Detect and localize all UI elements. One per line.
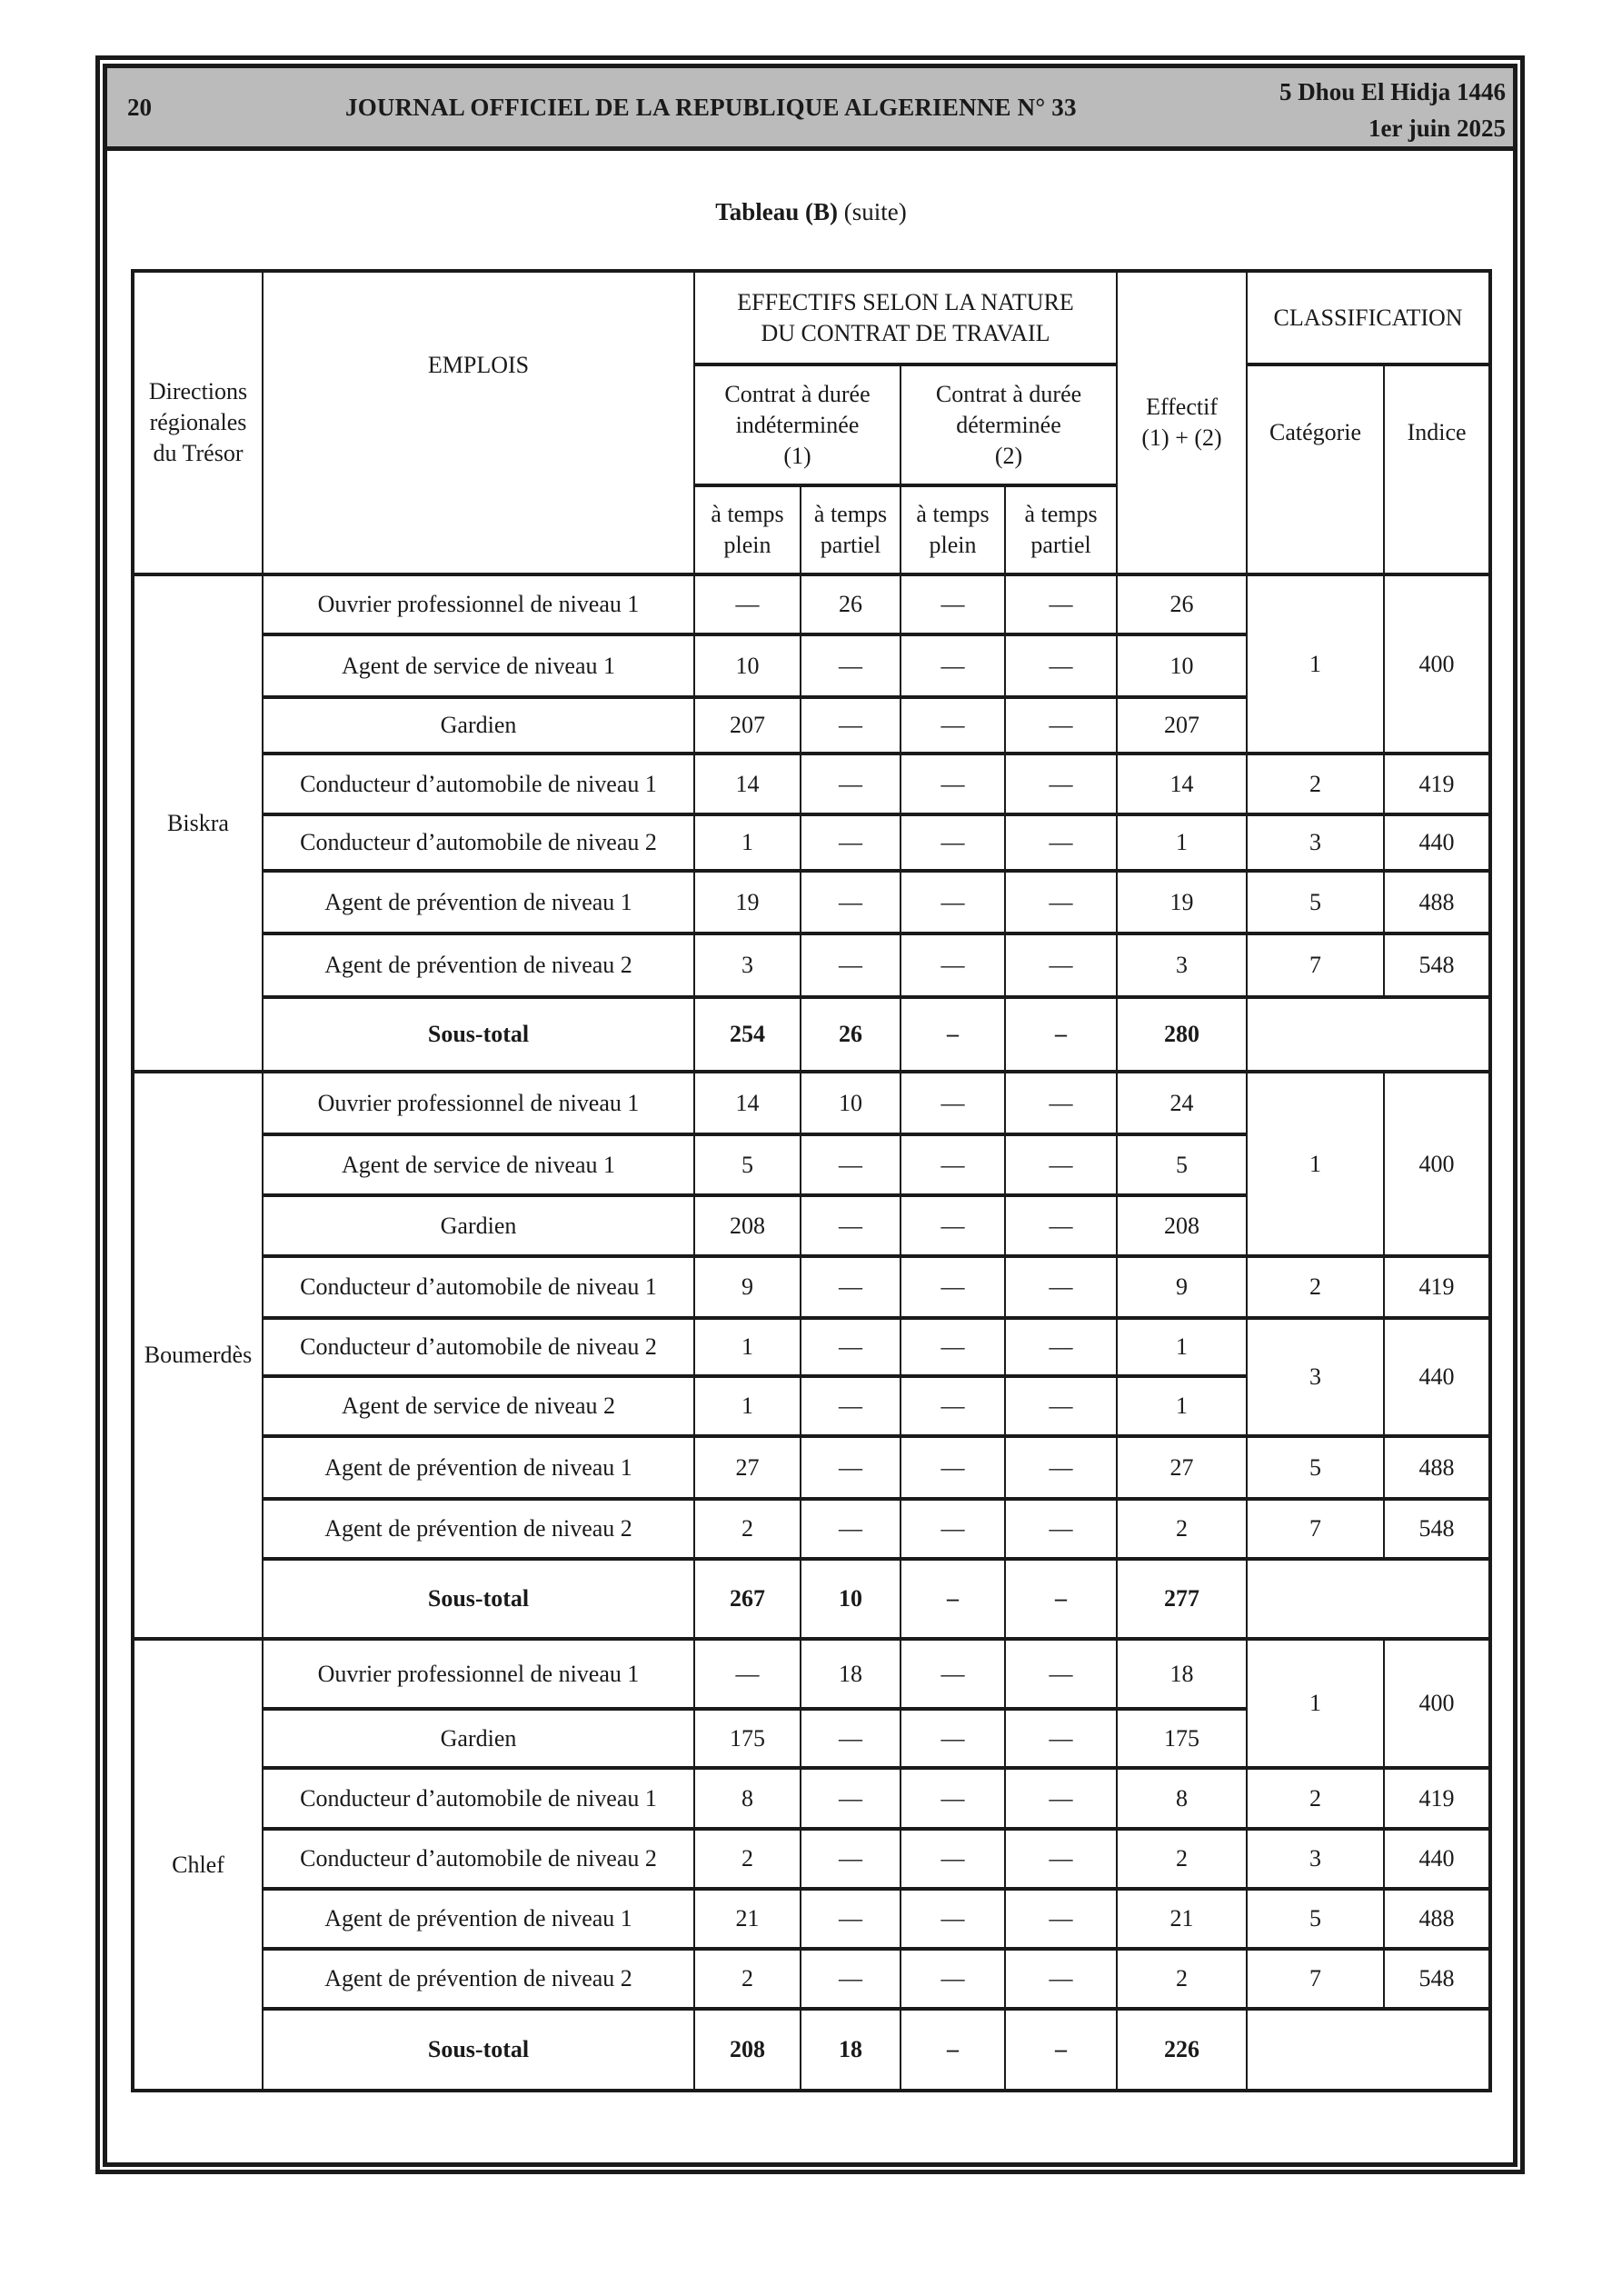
total-cell: 21 xyxy=(1117,1889,1247,1949)
cdd-plein-cell: — xyxy=(901,1949,1005,2009)
staffing-table xyxy=(131,269,1492,2092)
col-header-line: plein xyxy=(723,532,771,558)
cdi-plein-cell: 207 xyxy=(694,697,801,754)
cdd-partiel-cell: — xyxy=(1005,1436,1117,1499)
emploi-cell: Agent de prévention de niveau 1 xyxy=(263,871,694,933)
cdd-partiel-cell: — xyxy=(1005,574,1117,634)
table-row xyxy=(133,1768,1490,1829)
indice-cell: 419 xyxy=(1384,1256,1490,1318)
col-header-line: à temps xyxy=(711,501,784,527)
date-hijri: 5 Dhou El Hidja 1446 xyxy=(1279,78,1506,105)
cdd-plein-cell: — xyxy=(901,1768,1005,1829)
cdd-partiel-cell: — xyxy=(1005,1949,1117,2009)
col-header-effectif-line: (1) + (2) xyxy=(1141,424,1222,451)
cdi-partiel-cell: 26 xyxy=(801,574,901,634)
emploi-cell: Conducteur d’automobile de niveau 2 xyxy=(263,1318,694,1376)
cdi-partiel-cell: — xyxy=(801,1499,901,1559)
emploi-cell: Gardien xyxy=(263,697,694,754)
cdi-plein-cell: 19 xyxy=(694,871,801,933)
cdi-partiel-cell: — xyxy=(801,1256,901,1318)
cdd-partiel-cell: — xyxy=(1005,634,1117,697)
table-title-suffix: (suite) xyxy=(843,198,907,225)
cdi-partiel-cell: — xyxy=(801,1889,901,1949)
subtotal-total: 226 xyxy=(1117,2009,1247,2091)
col-header-classification: CLASSIFICATION xyxy=(1247,271,1490,364)
indice-cell: 548 xyxy=(1384,1499,1490,1559)
total-cell: 24 xyxy=(1117,1072,1247,1134)
cdd-plein-cell: — xyxy=(901,1709,1005,1768)
table-title xyxy=(0,198,1622,226)
cdd-plein-cell: — xyxy=(901,1318,1005,1376)
cdd-plein-cell: — xyxy=(901,574,1005,634)
cdd-partiel-cell: — xyxy=(1005,1499,1117,1559)
emploi-cell: Ouvrier professionnel de niveau 1 xyxy=(263,1072,694,1134)
cdd-plein-cell: — xyxy=(901,1639,1005,1709)
emploi-cell: Conducteur d’automobile de niveau 1 xyxy=(263,1256,694,1318)
col-header-cdi-line: indéterminée xyxy=(735,411,860,438)
table-title-main: Tableau (B) xyxy=(715,198,839,225)
cdd-partiel-cell: — xyxy=(1005,1072,1117,1134)
cdd-plein-cell: — xyxy=(901,933,1005,997)
cdi-partiel-cell: 10 xyxy=(801,1072,901,1134)
cdd-plein-cell: — xyxy=(901,1889,1005,1949)
table-row xyxy=(133,1949,1490,2009)
journal-title: JOURNAL OFFICIEL DE LA REPUBLIQUE ALGERIENNE N° 33 xyxy=(345,94,1077,121)
categorie-cell: 2 xyxy=(1247,1768,1384,1829)
cdi-plein-cell: 2 xyxy=(694,1949,801,2009)
col-header-effectifs-line: EFFECTIFS SELON LA NATURE xyxy=(737,288,1074,315)
cdi-partiel-cell: — xyxy=(801,933,901,997)
emploi-cell: Agent de service de niveau 1 xyxy=(263,634,694,697)
cdd-plein-cell: — xyxy=(901,634,1005,697)
table-row xyxy=(133,1436,1490,1499)
cdi-plein-cell: 8 xyxy=(694,1768,801,1829)
table-row xyxy=(133,1499,1490,1559)
cdi-plein-cell: 10 xyxy=(694,634,801,697)
cdd-partiel-cell: — xyxy=(1005,1639,1117,1709)
subtotal-cdd-partiel: – xyxy=(1005,2009,1117,2091)
col-header-line: à temps xyxy=(916,501,990,527)
subtotal-cdi-plein: 267 xyxy=(694,1559,801,1639)
total-cell: 18 xyxy=(1117,1639,1247,1709)
cdd-partiel-cell: — xyxy=(1005,1709,1117,1768)
col-header-directions xyxy=(133,271,263,574)
cdd-plein-cell: — xyxy=(901,1072,1005,1134)
emploi-cell: Agent de service de niveau 1 xyxy=(263,1134,694,1195)
categorie-cell: 1 xyxy=(1247,574,1384,754)
cdi-plein-cell: 21 xyxy=(694,1889,801,1949)
emploi-cell: Agent de service de niveau 2 xyxy=(263,1376,694,1436)
subtotal-label: Sous-total xyxy=(263,1559,694,1639)
col-header-effectifs-line: DU CONTRAT DE TRAVAIL xyxy=(761,319,1050,346)
indice-cell: 488 xyxy=(1384,871,1490,933)
cdd-plein-cell: — xyxy=(901,1256,1005,1318)
cdi-plein-cell: 2 xyxy=(694,1829,801,1889)
col-header-indice: Indice xyxy=(1384,364,1490,574)
subtotal-cdd-plein: – xyxy=(901,997,1005,1072)
cdi-plein-cell: — xyxy=(694,1639,801,1709)
col-header-line: à temps xyxy=(1024,501,1098,527)
subtotal-cdd-partiel: – xyxy=(1005,997,1117,1072)
cdd-partiel-cell: — xyxy=(1005,1829,1117,1889)
table-row xyxy=(133,1889,1490,1949)
subtotal-cdi-plein: 208 xyxy=(694,2009,801,2091)
cdi-plein-cell: 1 xyxy=(694,814,801,871)
categorie-cell: 7 xyxy=(1247,1499,1384,1559)
table-row xyxy=(133,1318,1490,1376)
region-name: Biskra xyxy=(133,574,263,1072)
cdi-plein-cell: 2 xyxy=(694,1499,801,1559)
categorie-cell: 3 xyxy=(1247,814,1384,871)
cdi-partiel-cell: — xyxy=(801,1134,901,1195)
journal-header xyxy=(107,68,1513,151)
cdd-partiel-cell: — xyxy=(1005,871,1117,933)
indice-cell: 548 xyxy=(1384,933,1490,997)
subtotal-classification-empty xyxy=(1247,997,1490,1072)
cdd-partiel-cell: — xyxy=(1005,1256,1117,1318)
total-cell: 2 xyxy=(1117,1499,1247,1559)
subtotal-classification-empty xyxy=(1247,1559,1490,1639)
total-cell: 1 xyxy=(1117,814,1247,871)
subtotal-row xyxy=(133,2009,1490,2091)
emploi-cell: Agent de prévention de niveau 2 xyxy=(263,933,694,997)
subtotal-label: Sous-total xyxy=(263,2009,694,2091)
cdi-plein-cell: 208 xyxy=(694,1195,801,1256)
total-cell: 2 xyxy=(1117,1949,1247,2009)
indice-cell: 400 xyxy=(1384,574,1490,754)
subtotal-row xyxy=(133,997,1490,1072)
col-header-cdd-line: déterminée xyxy=(956,411,1061,438)
categorie-cell: 7 xyxy=(1247,1949,1384,2009)
subtotal-cdi-plein: 254 xyxy=(694,997,801,1072)
subtotal-cdd-plein: – xyxy=(901,1559,1005,1639)
cdd-plein-cell: — xyxy=(901,754,1005,814)
emploi-cell: Conducteur d’automobile de niveau 1 xyxy=(263,1768,694,1829)
col-header-line: plein xyxy=(929,532,977,558)
col-header-effectif-total xyxy=(1117,271,1247,574)
cdd-plein-cell: — xyxy=(901,1499,1005,1559)
cdi-partiel-cell: — xyxy=(801,1376,901,1436)
table-row xyxy=(133,1072,1490,1134)
categorie-cell: 2 xyxy=(1247,754,1384,814)
cdd-partiel-cell: — xyxy=(1005,1318,1117,1376)
emploi-cell: Conducteur d’automobile de niveau 2 xyxy=(263,814,694,871)
cdd-partiel-cell: — xyxy=(1005,933,1117,997)
col-header-emplois xyxy=(263,271,694,574)
cdi-plein-cell: 14 xyxy=(694,754,801,814)
table-body xyxy=(133,574,1490,2091)
subtotal-cdd-partiel: – xyxy=(1005,1559,1117,1639)
indice-cell: 400 xyxy=(1384,1639,1490,1768)
subtotal-total: 277 xyxy=(1117,1559,1247,1639)
emploi-cell: Agent de prévention de niveau 1 xyxy=(263,1889,694,1949)
cdd-partiel-cell: — xyxy=(1005,754,1117,814)
col-header-cdd-partiel xyxy=(1005,485,1117,574)
cdi-partiel-cell: — xyxy=(801,871,901,933)
indice-cell: 440 xyxy=(1384,814,1490,871)
subtotal-cdi-partiel: 10 xyxy=(801,1559,901,1639)
emploi-cell: Ouvrier professionnel de niveau 1 xyxy=(263,1639,694,1709)
emploi-cell: Ouvrier professionnel de niveau 1 xyxy=(263,574,694,634)
col-header-directions-line: Directions xyxy=(148,378,248,404)
cdd-partiel-cell: — xyxy=(1005,1768,1117,1829)
col-header-line: à temps xyxy=(813,501,888,527)
region-name: Chlef xyxy=(133,1639,263,2091)
col-header-effectifs-group xyxy=(694,271,1117,364)
col-header-directions-line: régionales xyxy=(149,409,247,435)
col-header-emplois-label: EMPLOIS xyxy=(427,352,530,378)
table-row xyxy=(133,1829,1490,1889)
total-cell: 26 xyxy=(1117,574,1247,634)
emploi-cell: Conducteur d’automobile de niveau 1 xyxy=(263,754,694,814)
subtotal-row xyxy=(133,1559,1490,1639)
region-name: Boumerdès xyxy=(133,1072,263,1639)
cdd-plein-cell: — xyxy=(901,1436,1005,1499)
categorie-cell: 5 xyxy=(1247,871,1384,933)
col-header-line: partiel xyxy=(820,532,881,558)
table-header xyxy=(133,271,1490,574)
cdi-plein-cell: 14 xyxy=(694,1072,801,1134)
col-header-cdi-line: Contrat à durée xyxy=(724,380,871,407)
cdi-partiel-cell: — xyxy=(801,697,901,754)
emploi-cell: Agent de prévention de niveau 1 xyxy=(263,1436,694,1499)
emploi-cell: Gardien xyxy=(263,1709,694,1768)
categorie-cell: 2 xyxy=(1247,1256,1384,1318)
cdi-partiel-cell: — xyxy=(801,1949,901,2009)
total-cell: 8 xyxy=(1117,1768,1247,1829)
cdd-plein-cell: — xyxy=(901,1134,1005,1195)
cdi-plein-cell: — xyxy=(694,574,801,634)
table-row xyxy=(133,933,1490,997)
cdd-partiel-cell: — xyxy=(1005,1889,1117,1949)
cdi-partiel-cell: — xyxy=(801,1829,901,1889)
total-cell: 3 xyxy=(1117,933,1247,997)
subtotal-classification-empty xyxy=(1247,2009,1490,2091)
table-row xyxy=(133,1256,1490,1318)
total-cell: 27 xyxy=(1117,1436,1247,1499)
emploi-cell: Agent de prévention de niveau 2 xyxy=(263,1949,694,2009)
table-row xyxy=(133,754,1490,814)
col-header-cdi-partiel xyxy=(801,485,901,574)
categorie-cell: 7 xyxy=(1247,933,1384,997)
issue-date xyxy=(1279,74,1506,146)
total-cell: 10 xyxy=(1117,634,1247,697)
total-cell: 9 xyxy=(1117,1256,1247,1318)
cdd-partiel-cell: — xyxy=(1005,814,1117,871)
cdi-partiel-cell: — xyxy=(801,754,901,814)
indice-cell: 419 xyxy=(1384,754,1490,814)
subtotal-cdi-partiel: 18 xyxy=(801,2009,901,2091)
total-cell: 14 xyxy=(1117,754,1247,814)
col-header-cdd-line: (2) xyxy=(994,442,1023,469)
categorie-cell: 1 xyxy=(1247,1639,1384,1768)
cdd-plein-cell: — xyxy=(901,1195,1005,1256)
total-cell: 175 xyxy=(1117,1709,1247,1768)
page-number: 20 xyxy=(127,94,152,121)
emploi-cell: Agent de prévention de niveau 2 xyxy=(263,1499,694,1559)
total-cell: 19 xyxy=(1117,871,1247,933)
cdi-partiel-cell: — xyxy=(801,1318,901,1376)
table-row xyxy=(133,814,1490,871)
categorie-cell: 3 xyxy=(1247,1318,1384,1436)
cdi-plein-cell: 3 xyxy=(694,933,801,997)
col-header-directions-line: du Trésor xyxy=(153,440,244,466)
cdi-partiel-cell: — xyxy=(801,1768,901,1829)
cdi-plein-cell: 175 xyxy=(694,1709,801,1768)
cdi-plein-cell: 1 xyxy=(694,1318,801,1376)
indice-cell: 548 xyxy=(1384,1949,1490,2009)
cdd-partiel-cell: — xyxy=(1005,1134,1117,1195)
col-header-cdd-line: Contrat à durée xyxy=(935,380,1082,407)
categorie-cell: 5 xyxy=(1247,1436,1384,1499)
cdi-partiel-cell: 18 xyxy=(801,1639,901,1709)
col-header-categorie: Catégorie xyxy=(1247,364,1384,574)
cdd-plein-cell: — xyxy=(901,814,1005,871)
cdd-plein-cell: — xyxy=(901,1829,1005,1889)
total-cell: 5 xyxy=(1117,1134,1247,1195)
cdi-plein-cell: 5 xyxy=(694,1134,801,1195)
table-row xyxy=(133,574,1490,634)
categorie-cell: 5 xyxy=(1247,1889,1384,1949)
cdd-plein-cell: — xyxy=(901,697,1005,754)
indice-cell: 488 xyxy=(1384,1889,1490,1949)
cdi-plein-cell: 27 xyxy=(694,1436,801,1499)
cdd-partiel-cell: — xyxy=(1005,1195,1117,1256)
col-header-cdd-plein xyxy=(901,485,1005,574)
col-header-cdi xyxy=(694,364,901,485)
indice-cell: 440 xyxy=(1384,1318,1490,1436)
emploi-cell: Conducteur d’automobile de niveau 2 xyxy=(263,1829,694,1889)
indice-cell: 440 xyxy=(1384,1829,1490,1889)
col-header-cdd xyxy=(901,364,1117,485)
col-header-cdi-plein xyxy=(694,485,801,574)
table-row xyxy=(133,871,1490,933)
subtotal-cdi-partiel: 26 xyxy=(801,997,901,1072)
indice-cell: 419 xyxy=(1384,1768,1490,1829)
emploi-cell: Gardien xyxy=(263,1195,694,1256)
cdi-partiel-cell: — xyxy=(801,634,901,697)
indice-cell: 488 xyxy=(1384,1436,1490,1499)
categorie-cell: 3 xyxy=(1247,1829,1384,1889)
cdd-plein-cell: — xyxy=(901,871,1005,933)
cdd-partiel-cell: — xyxy=(1005,1376,1117,1436)
subtotal-label: Sous-total xyxy=(263,997,694,1072)
cdd-plein-cell: — xyxy=(901,1376,1005,1436)
table-row xyxy=(133,1639,1490,1709)
cdi-partiel-cell: — xyxy=(801,814,901,871)
col-header-effectif-line: Effectif xyxy=(1146,394,1218,420)
subtotal-total: 280 xyxy=(1117,997,1247,1072)
cdi-partiel-cell: — xyxy=(801,1709,901,1768)
total-cell: 2 xyxy=(1117,1829,1247,1889)
total-cell: 207 xyxy=(1117,697,1247,754)
cdi-partiel-cell: — xyxy=(801,1195,901,1256)
total-cell: 208 xyxy=(1117,1195,1247,1256)
categorie-cell: 1 xyxy=(1247,1072,1384,1256)
total-cell: 1 xyxy=(1117,1376,1247,1436)
col-header-line: partiel xyxy=(1030,532,1091,558)
date-gregorian: 1er juin 2025 xyxy=(1368,115,1506,142)
subtotal-cdd-plein: – xyxy=(901,2009,1005,2091)
cdi-plein-cell: 9 xyxy=(694,1256,801,1318)
indice-cell: 400 xyxy=(1384,1072,1490,1256)
total-cell: 1 xyxy=(1117,1318,1247,1376)
cdi-partiel-cell: — xyxy=(801,1436,901,1499)
cdi-plein-cell: 1 xyxy=(694,1376,801,1436)
cdd-partiel-cell: — xyxy=(1005,697,1117,754)
col-header-cdi-line: (1) xyxy=(783,442,811,469)
